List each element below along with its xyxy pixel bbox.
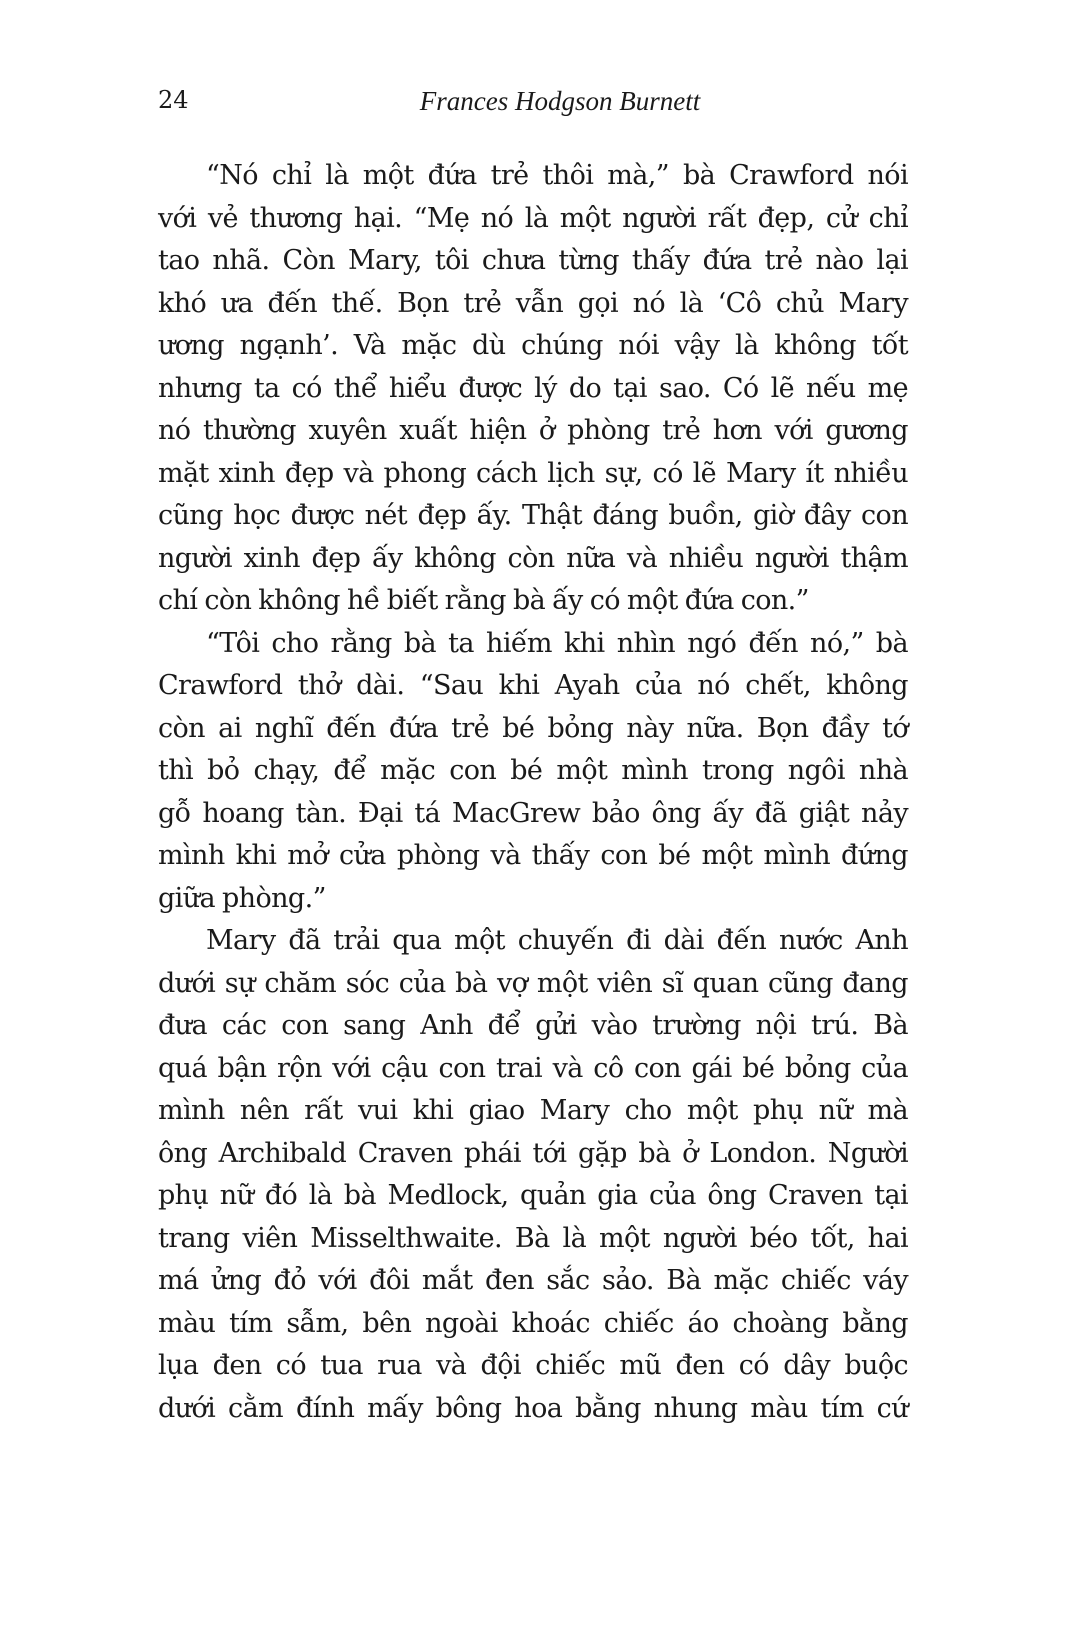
paragraph [158, 920, 908, 1430]
text-line: thì bỏ chạy, để mặc con bé một mình trong ngôi nhà [158, 755, 908, 786]
running-title: Frances Hodgson Burnett [419, 86, 701, 116]
text-line: nó thường xuyên xuất hiện ở phòng trẻ hơn với gương [158, 415, 908, 446]
text-line: ông Archibald Craven phái tới gặp bà ở London. Người [158, 1137, 908, 1169]
text-line: lụa đen có tua rua và đội chiếc mũ đen có dây buộc [158, 1350, 908, 1381]
text-line: cũng học được nét đẹp ấy. Thật đáng buồn, giờ đây con [158, 500, 908, 531]
text-line: người xinh đẹp ấy không còn nữa và nhiều người thậm [158, 542, 908, 574]
text-line: chí còn không hề biết rằng bà ấy có một đứa con.” [158, 585, 809, 616]
text-line: với vẻ thương hại. “Mẹ nó là một người rất đẹp, cử chỉ [158, 202, 908, 234]
text-line: “Nó chỉ là một đứa trẻ thôi mà,” bà Crawford nói [206, 160, 908, 191]
text-line: quá bận rộn với cậu con trai và cô con gái bé bỏng của [158, 1052, 908, 1084]
page-number: 24 [158, 86, 189, 114]
text-line: nhưng ta có thể hiểu được lý do tại sao. Có lẽ nếu mẹ [158, 372, 908, 404]
text-line: đưa các con sang Anh để gửi vào trường nội trú. Bà [158, 1010, 908, 1041]
text-line: gỗ hoang tàn. Đại tá MacGrew bảo ông ấy đã giật nảy [158, 797, 908, 829]
text-line: còn ai nghĩ đến đứa trẻ bé bỏng này nữa. Bọn đầy tớ [158, 712, 908, 744]
text-line: mình khi mở cửa phòng và thấy con bé một mình đứng [158, 840, 908, 871]
text-line: mình nên rất vui khi giao Mary cho một phụ nữ mà [158, 1095, 908, 1126]
text-line: trang viên Misselthwaite. Bà là một người béo tốt, hai [158, 1222, 908, 1254]
text-line: giữa phòng.” [158, 882, 326, 914]
text-line: màu tím sẫm, bên ngoài khoác chiếc áo choàng bằng [158, 1307, 908, 1339]
text-line: tao nhã. Còn Mary, tôi chưa từng thấy đứa trẻ nào lại [158, 245, 908, 276]
text-line: dưới sự chăm sóc của bà vợ một viên sĩ quan cũng đang [158, 967, 908, 999]
text-line: Crawford thở dài. “Sau khi Ayah của nó chết, không [158, 670, 908, 701]
text-line: “Tôi cho rằng bà ta hiếm khi nhìn ngó đến nó,” bà [206, 627, 908, 659]
text-line: Mary đã trải qua một chuyến đi dài đến nước Anh [206, 925, 908, 956]
body-text [158, 155, 908, 1430]
paragraph [158, 623, 908, 921]
text-line: khó ưa đến thế. Bọn trẻ vẫn gọi nó là ‘Cô chủ Mary [158, 287, 908, 319]
text-line: mặt xinh đẹp và phong cách lịch sự, có lẽ Mary ít nhiều [158, 457, 908, 489]
text-line: dưới cằm đính mấy bông hoa bằng nhung màu tím cứ [158, 1392, 908, 1424]
text-line: má ửng đỏ với đôi mắt đen sắc sảo. Bà mặc chiếc váy [158, 1265, 908, 1296]
text-line: ương ngạnh’. Và mặc dù chúng nói vậy là không tốt [158, 330, 908, 361]
text-line: phụ nữ đó là bà Medlock, quản gia của ông Craven tại [158, 1180, 908, 1211]
paragraph [158, 155, 908, 623]
